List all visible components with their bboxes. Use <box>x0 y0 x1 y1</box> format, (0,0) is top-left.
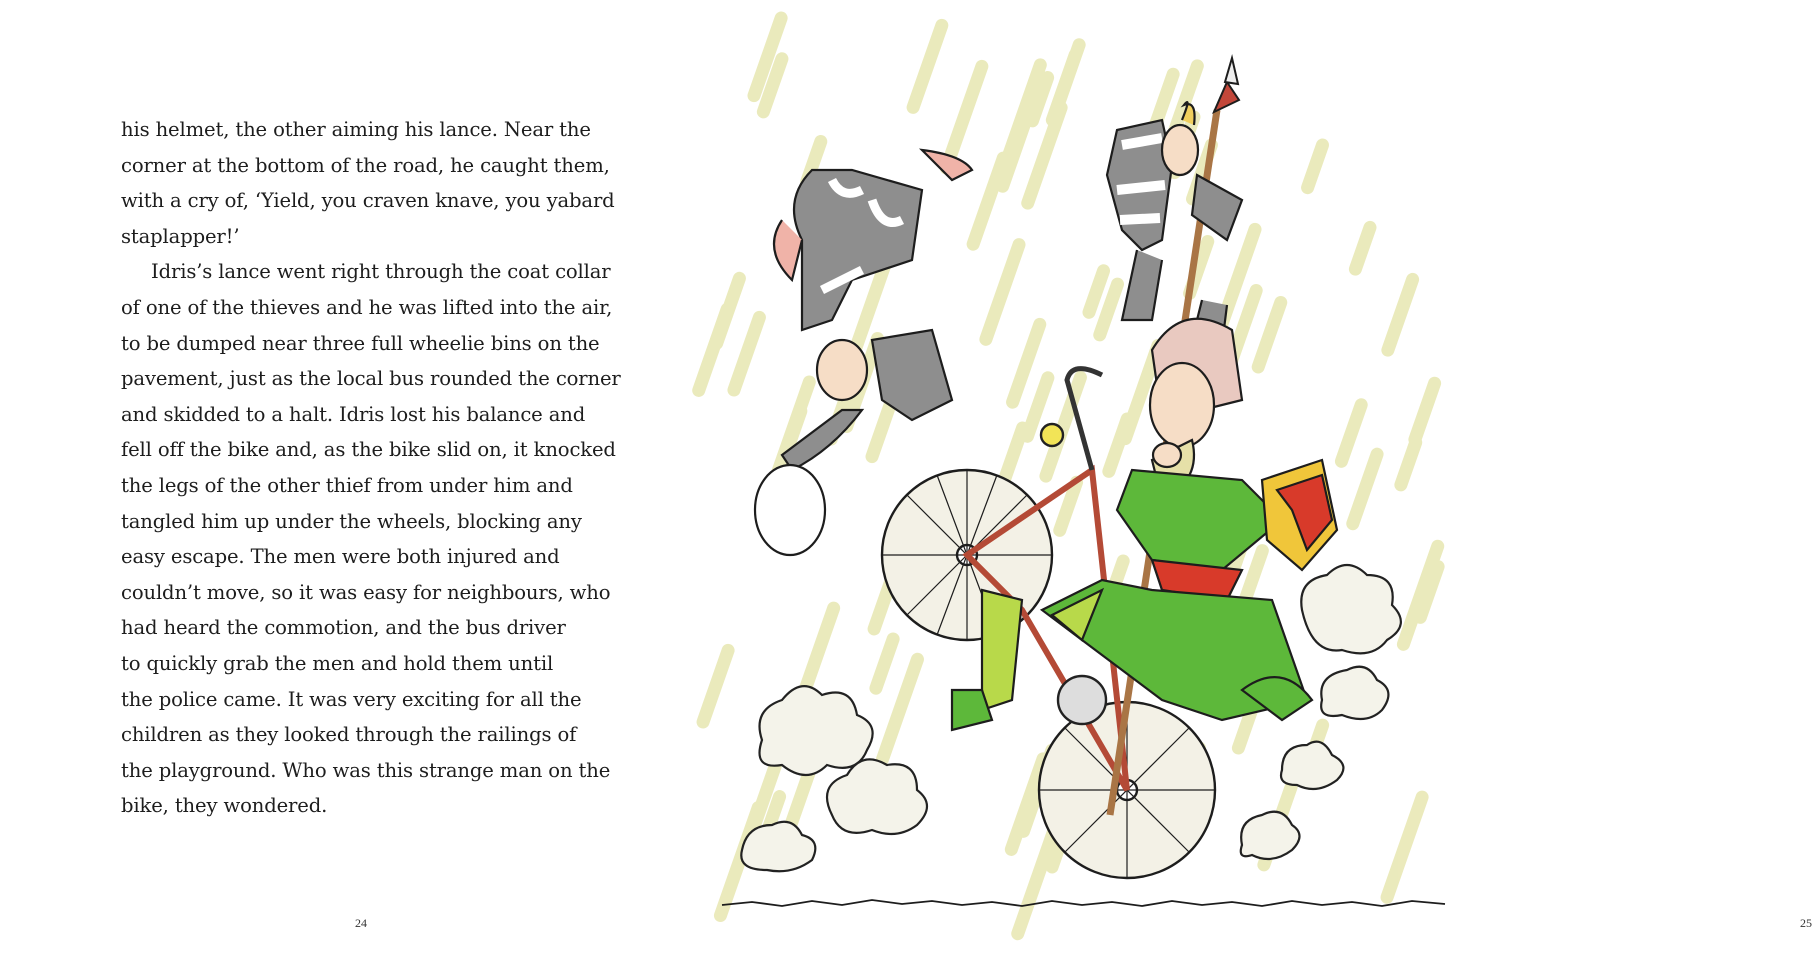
text-line: to be dumped near three full wheelie bins on the <box>121 331 600 355</box>
page-number-left: 24 <box>355 916 367 930</box>
story-text <box>121 112 621 824</box>
text-line: the playground. Who was this strange man on the <box>121 758 611 782</box>
page-number-right: 25 <box>1800 916 1812 930</box>
text-line: corner at the bottom of the road, he caught them, <box>121 153 610 177</box>
rain-streak <box>1353 454 1377 524</box>
rain-streak <box>1018 832 1054 934</box>
rain-streak <box>1089 271 1104 313</box>
text-line: tangled him up under the wheels, blocking any <box>121 509 582 533</box>
text-line: Idris’s lance went right through the coat collar <box>151 260 611 284</box>
rain-streak <box>1341 405 1361 462</box>
rain-streak <box>1401 442 1416 484</box>
rain-streak <box>734 317 759 390</box>
rain-streak <box>1013 324 1040 402</box>
text-line: of one of the thieves and he was lifted into the air, <box>121 295 613 319</box>
rain-streak <box>986 245 1019 340</box>
text-line: his helmet, the other aiming his lance. Near the <box>121 118 591 141</box>
text-line: the legs of the other thief from under him and <box>121 473 573 497</box>
text-line: staplapper!’ <box>121 224 240 248</box>
rain-streak <box>876 639 893 688</box>
text-line: had heard the commotion, and the bus driver <box>121 616 566 640</box>
rain-streak <box>1388 279 1413 350</box>
thief-on-lance <box>1107 102 1242 345</box>
text-line: easy escape. The men were both injured and <box>121 545 560 569</box>
text-line: children as they looked through the railings of <box>121 723 577 747</box>
rain-streak <box>1258 302 1281 367</box>
rain-streak <box>946 66 982 168</box>
rain-streak <box>803 608 834 697</box>
text-line: and skidded to a halt. Idris lost his balance and <box>121 402 586 426</box>
rain-streak <box>913 25 942 107</box>
knight-bike-illustration <box>722 0 1445 915</box>
rain-streak <box>1308 145 1323 188</box>
text-line: couldn’t move, so it was easy for neighbours, who <box>121 580 611 604</box>
rain-streak <box>1355 227 1370 269</box>
text-line: with a cry of, ‘Yield, you craven knave, you yabard <box>121 189 615 213</box>
right-page <box>722 0 1812 963</box>
left-page <box>0 0 722 963</box>
rain-streak <box>1387 797 1422 897</box>
text-line: pavement, just as the local bus rounded the corner <box>121 367 621 391</box>
text-line: to quickly grab the men and hold them until <box>121 651 554 675</box>
text-line: fell off the bike and, as the bike slid on, it knocked <box>121 438 616 462</box>
rain-streak <box>973 158 1003 244</box>
text-line: the police came. It was very exciting for all the <box>121 687 582 711</box>
text-line: bike, they wondered. <box>121 794 328 818</box>
rain-streak <box>882 659 917 759</box>
rain-streak <box>1415 383 1435 439</box>
ground-line <box>722 900 1445 906</box>
